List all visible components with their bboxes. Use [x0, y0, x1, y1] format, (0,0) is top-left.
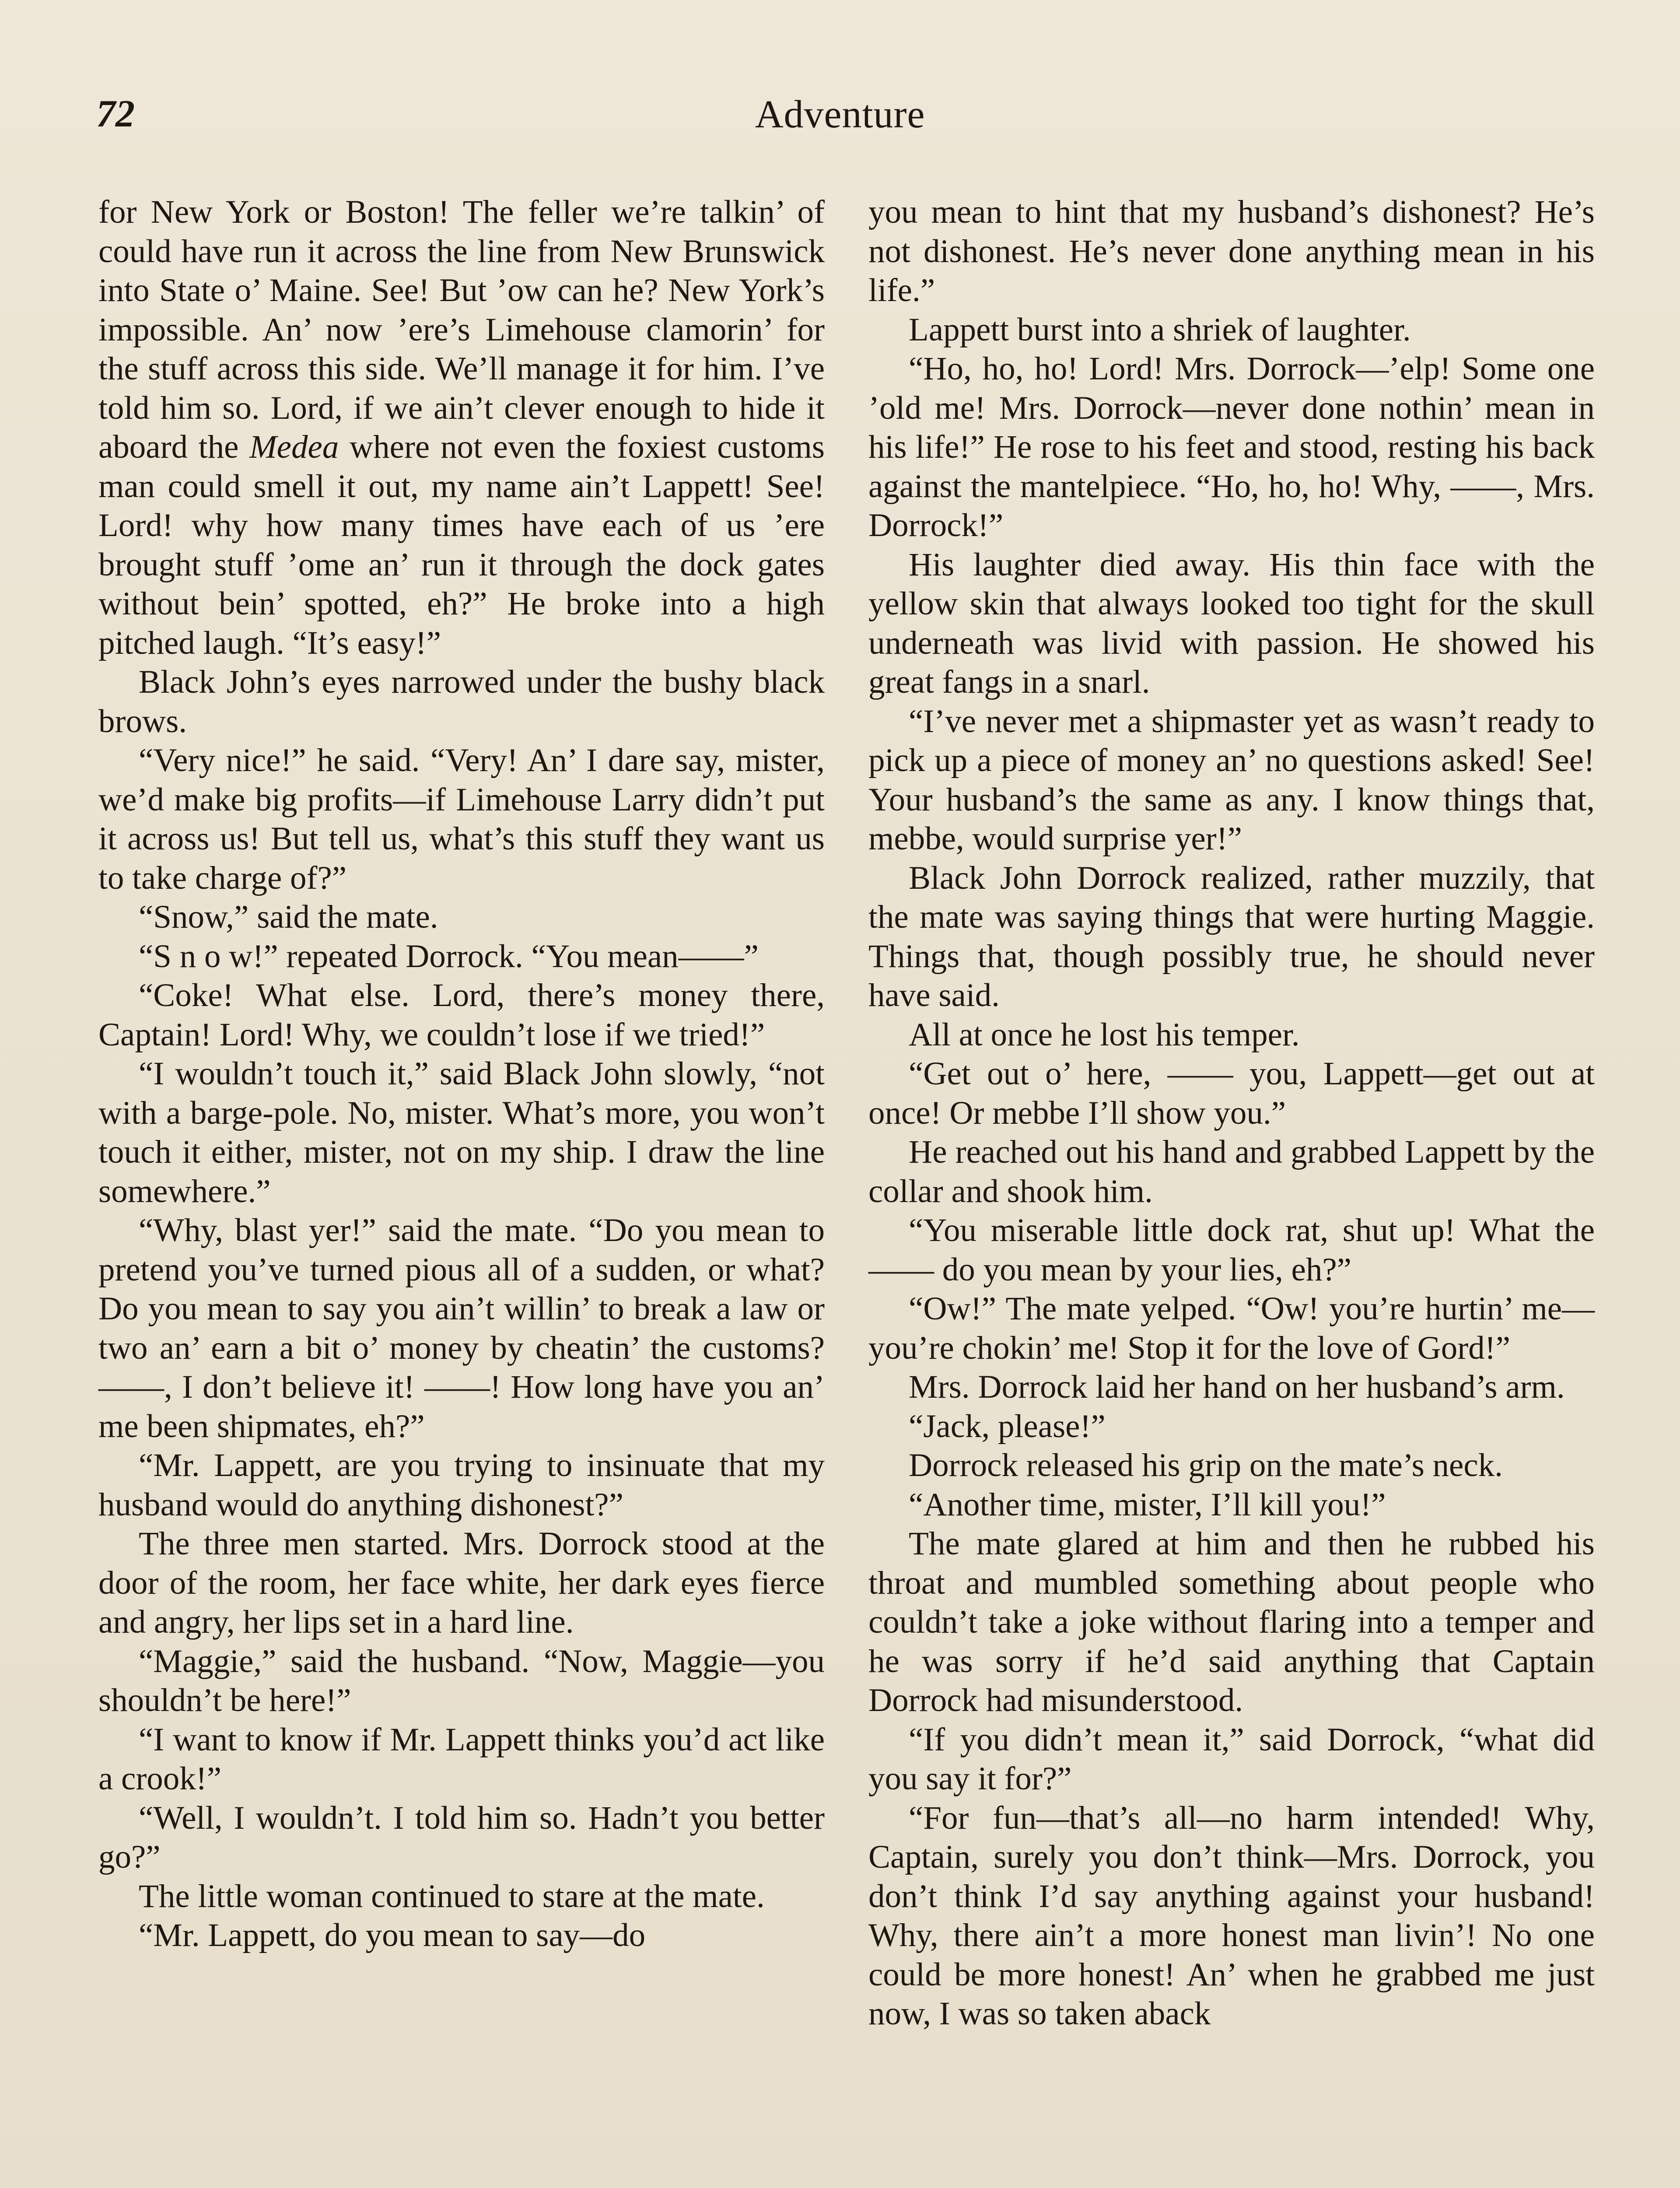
- paragraph: “Snow,” said the mate.: [139, 899, 438, 935]
- page-number: 72: [96, 93, 135, 135]
- left-column: [98, 193, 825, 1955]
- paragraph: He reached out his hand and grabbed Lappett by the collar and shook him.: [868, 1134, 1595, 1210]
- paragraph: “For fun—that’s all—no harm intended! Why, Captain, surely you don’t think—Mrs. Dorrock, you don’t think I’d say anything against your husband! Why, there ain’t a more honest man livin’! No one could be more honest! An’ when he grabbed me just now, I was so taken aback: [868, 1799, 1595, 2032]
- paragraph: you mean to hint that my husband’s dishonest? He’s not dishonest. He’s never done anything mean in his life.”: [868, 194, 1595, 309]
- paragraph: Black John Dorrock realized, rather muzzily, that the mate was saying things that were hurting Maggie. Things that, though possibly true, he should never have said.: [868, 859, 1595, 1013]
- paragraph: The mate glared at him and then he rubbed his throat and mumbled something about people who couldn’t take a joke without flaring into a temper and he was sorry if he’d said anything that Captain Dorrock had misunderstood.: [868, 1525, 1595, 1718]
- page-header: [83, 88, 1597, 153]
- paragraph: His laughter died away. His thin face with the yellow skin that always looked too tight for the skull underneath was livid with passion. He showed his great fangs in a snarl.: [868, 546, 1595, 700]
- paragraph: Black John’s eyes narrowed under the bushy black brows.: [98, 664, 825, 740]
- paragraph: “S n o w!” repeated Dorrock. “You mean——”: [139, 938, 759, 975]
- paragraph: Dorrock released his grip on the mate’s neck.: [909, 1447, 1503, 1483]
- paragraph: “Mr. Lappett, are you trying to insinuate that my husband would do anything dishonest?”: [98, 1447, 825, 1523]
- right-column: [868, 193, 1595, 2034]
- paragraph: All at once he lost his temper.: [909, 1016, 1300, 1053]
- paragraph: The three men started. Mrs. Dorrock stood at the door of the room, her face white, her dark eyes fierce and angry, her lips set in a hard line.: [98, 1525, 825, 1640]
- paragraph: “You miserable little dock rat, shut up! What the —— do you mean by your lies, eh?”: [868, 1212, 1595, 1288]
- paragraph: The little woman continued to stare at the mate.: [139, 1878, 765, 1914]
- paragraph: for New York or Boston! The feller we’re talkin’ of could have run it across the line from New Brunswick into State o’ Maine. See! But ’ow can he? New York’s impossible. An’ now ’ere’s Limehouse clamorin’ for the stuff across this side. We’ll manage it for him. I’ve told him so. Lord, if we ain’t clever enough to hide it aboard the Medea where not even the foxiest customs man could smell it out, my name ain’t Lappett! See! Lord! why how many times have each of us ’ere brought stuff ’ome an’ run it through the dock gates without bein’ spotted, eh?” He broke into a high pitched laugh. “It’s easy!”: [98, 194, 825, 661]
- paragraph: “Very nice!” he said. “Very! An’ I dare say, mister, we’d make big profits—if Limehouse Larry didn’t put it across us! But tell us, what’s this stuff they want us to take charge of?”: [98, 742, 825, 896]
- paragraph: “If you didn’t mean it,” said Dorrock, “what did you say it for?”: [868, 1721, 1595, 1797]
- paragraph: “I wouldn’t touch it,” said Black John slowly, “not with a barge-pole. No, mister. What’s more, you won’t touch it either, mister, not on my ship. I draw the line somewhere.”: [98, 1055, 825, 1210]
- paragraph: “Well, I wouldn’t. I told him so. Hadn’t you better go?”: [98, 1799, 825, 1875]
- paragraph: “Jack, please!”: [909, 1408, 1106, 1445]
- paragraph: Mrs. Dorrock laid her hand on her husband’s arm.: [909, 1369, 1565, 1405]
- paragraph: “Coke! What else. Lord, there’s money there, Captain! Lord! Why, we couldn’t lose if we tried!”: [98, 977, 825, 1053]
- paragraph: “Ow!” The mate yelped. “Ow! you’re hurtin’ me—you’re chokin’ me! Stop it for the love of Gord!”: [868, 1290, 1595, 1366]
- paragraph: Lappett burst into a shriek of laughter.: [909, 311, 1411, 348]
- ship-name: Medea: [249, 429, 339, 465]
- running-head: Adventure: [755, 93, 925, 136]
- paragraph: “Mr. Lappett, do you mean to say—do: [139, 1917, 646, 1953]
- paragraph: “Why, blast yer!” said the mate. “Do you mean to pretend you’ve turned pious all of a sudden, or what? Do you mean to say you ain’t willin’ to break a law or two an’ earn a bit o’ money by cheatin’ the customs? ——, I don’t believe it! ——! How long have you an’ me been shipmates, eh?”: [98, 1212, 825, 1445]
- paragraph: “Another time, mister, I’ll kill you!”: [909, 1486, 1386, 1523]
- paragraph: “Ho, ho, ho! Lord! Mrs. Dorrock—’elp! Some one ’old me! Mrs. Dorrock—never done nothin’ mean in his life!” He rose to his feet and stood, resting his back against the mantelpiece. “Ho, ho, ho! Why, ——, Mrs. Dorrock!”: [868, 351, 1595, 543]
- paragraph: “I’ve never met a shipmaster yet as wasn’t ready to pick up a piece of money an’ no questions asked! See! Your husband’s the same as any. I know things that, mebbe, would surprise yer!”: [868, 703, 1595, 857]
- paragraph: “Maggie,” said the husband. “Now, Maggie—you shouldn’t be here!”: [98, 1643, 825, 1718]
- paragraph: “I want to know if Mr. Lappett thinks you’d act like a crook!”: [98, 1721, 825, 1797]
- paragraph: “Get out o’ here, —— you, Lappett—get out at once! Or mebbe I’ll show you.”: [868, 1055, 1595, 1131]
